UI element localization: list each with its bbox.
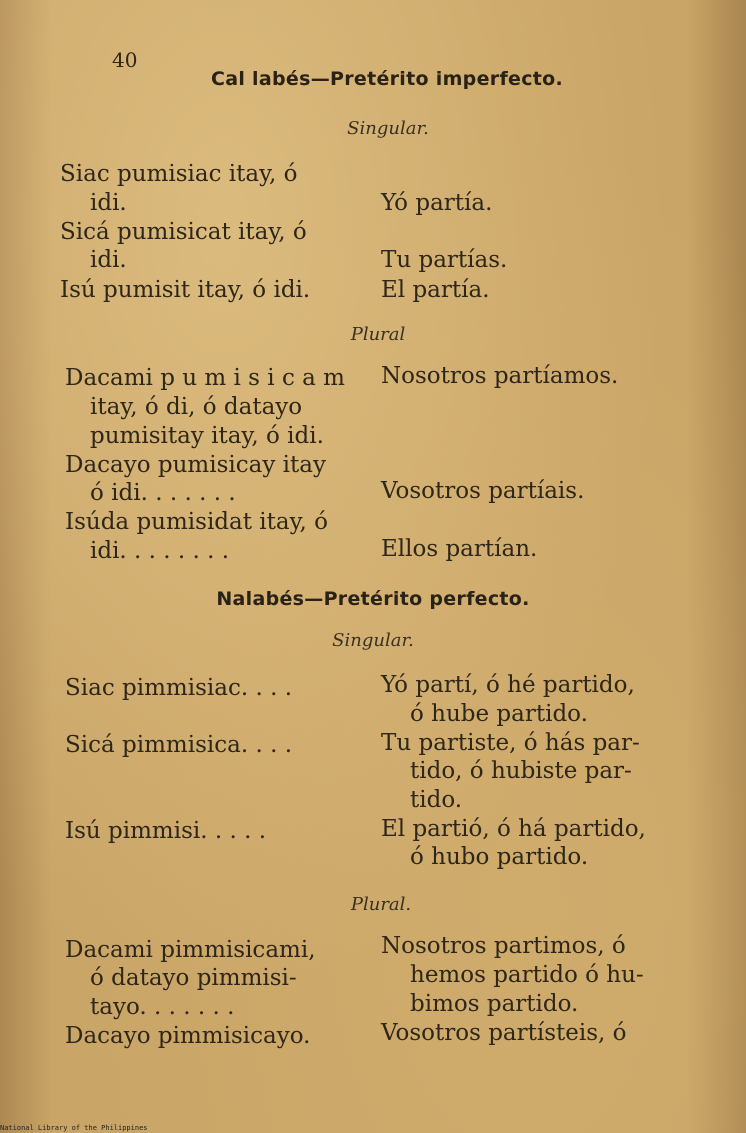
spanish-line: ó hube partido. — [410, 701, 588, 727]
ilocano-line: Siac pimmisiac. . . . — [65, 675, 293, 701]
ilocano-line: Isú pumisit itay, ó idi. — [60, 277, 311, 303]
ilocano-line: Isú pimmisi. . . . . — [65, 818, 267, 844]
spanish-line: hemos partido ó hu- — [410, 962, 644, 988]
subheading-singular: Singular. — [347, 118, 429, 139]
ilocano-line: Sicá pimmisica. . . . — [65, 732, 293, 758]
spanish-line: Nosotros partimos, ó — [381, 933, 626, 959]
spanish-line: bimos partido. — [410, 991, 579, 1017]
ilocano-line: Isúda pumisidat itay, ó — [65, 509, 329, 535]
ilocano-line: ó idi. . . . . . . — [90, 480, 236, 506]
spanish-line: Tu partiste, ó hás par- — [381, 730, 640, 756]
spanish-line: Nosotros partíamos. — [381, 363, 619, 389]
spanish-line: tido. — [410, 787, 463, 813]
page-number: 40 — [112, 48, 138, 72]
spanish-line: El partió, ó há partido, — [381, 816, 646, 842]
spanish-line: Ellos partían. — [381, 536, 538, 562]
subheading-plural: Plural — [350, 324, 406, 345]
ilocano-line: ó datayo pimmisi- — [90, 965, 297, 991]
spanish-line: El partía. — [381, 277, 490, 303]
library-footer: National Library of the Philippines — [0, 1124, 148, 1132]
section-heading-imperfect: Cal labés—Pretérito imperfecto. — [210, 68, 564, 90]
ilocano-line: idi. — [90, 190, 127, 216]
ilocano-line: itay, ó di, ó datayo — [90, 394, 303, 420]
ilocano-line: tayo. . . . . . . — [90, 994, 235, 1020]
spanish-line: tido, ó hubiste par- — [410, 758, 632, 784]
ilocano-line: Siac pumisiac itay, ó — [60, 161, 298, 187]
spanish-line: Vosotros partíais. — [381, 478, 585, 504]
ilocano-line: idi. — [90, 247, 127, 273]
spanish-line: Vosotros partísteis, ó — [381, 1020, 627, 1046]
spanish-line: Yó partía. — [381, 190, 493, 216]
ilocano-line: Sicá pumisicat itay, ó — [60, 219, 307, 245]
spanish-line: ó hubo partido. — [410, 844, 589, 870]
spanish-line: Yó partí, ó hé partido, — [381, 672, 635, 698]
subheading-plural: Plural. — [350, 894, 412, 915]
section-heading-perfect: Nalabés—Pretérito perfecto. — [216, 588, 530, 610]
subheading-singular: Singular. — [332, 630, 414, 651]
ilocano-line: Dacayo pimmisicayo. — [65, 1023, 311, 1049]
spanish-line: Tu partías. — [381, 247, 508, 273]
ilocano-line: pumisitay itay, ó idi. — [90, 423, 324, 449]
ilocano-line: Dacami p u m i s i c a m — [65, 365, 345, 391]
ilocano-line: Dacami pimmisicami, — [65, 937, 316, 963]
ilocano-line: idi. . . . . . . . — [90, 538, 230, 564]
ilocano-line: Dacayo pumisicay itay — [65, 452, 326, 478]
